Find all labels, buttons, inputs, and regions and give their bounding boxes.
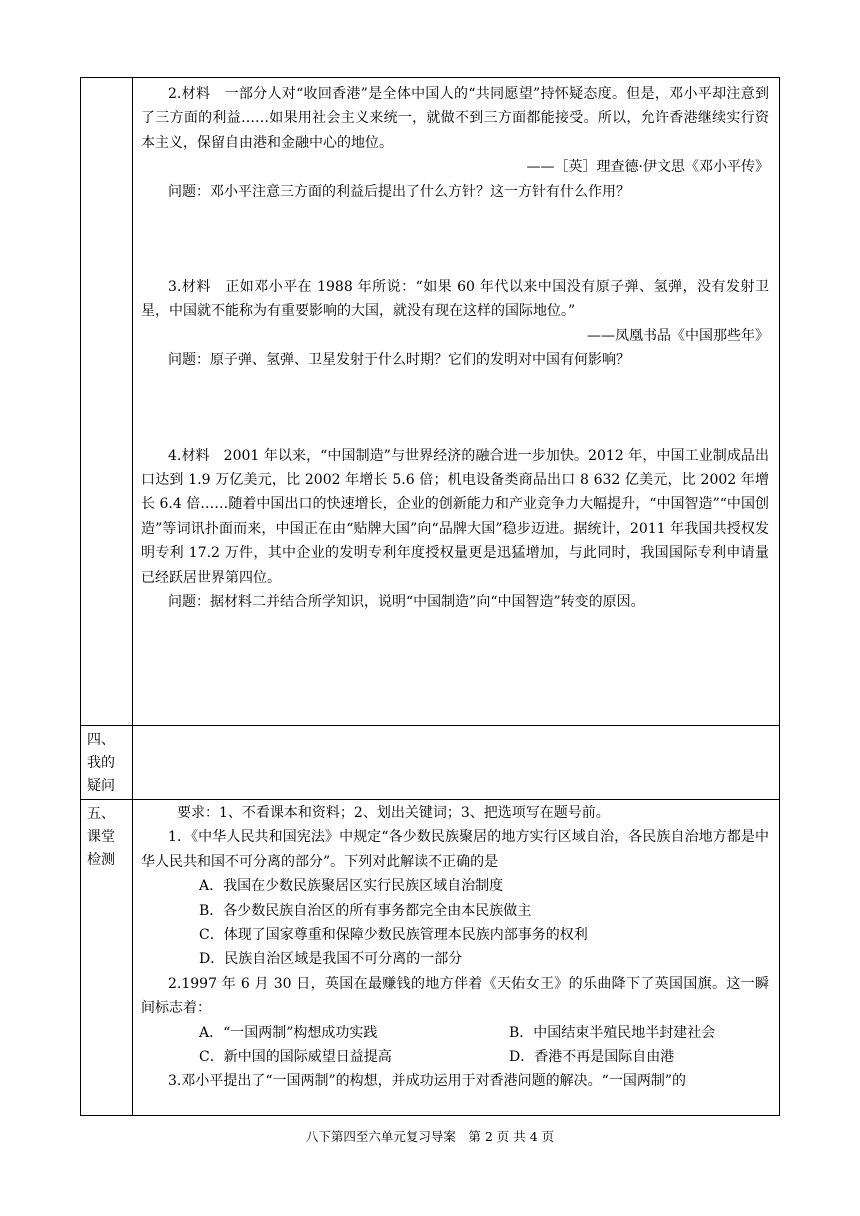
q2-question: 问题：邓小平注意三方面的利益后提出了什么方针？这一方针有什么作用？	[168, 183, 630, 200]
item2-option-d[interactable]: D．香港不再是国际自由港	[509, 1049, 675, 1066]
item1-option-b[interactable]: B．各少数民族自治区的所有事务都完全由本民族做主	[199, 902, 532, 919]
q3-question: 问题：原子弹、氢弹、卫星发射于什么时期？它们的发明对中国有何影响？	[168, 352, 630, 369]
item3-stem: 3.邓小平提出了“一国两制”的构想，并成功运用于对香港问题的解决。“一国两制”的	[168, 1073, 686, 1090]
section-4-label: 四、 我的 疑问	[81, 726, 133, 800]
class-test-cell	[133, 800, 780, 1116]
q4-material: 4.材料 2001 年以来，“中国制造”与世界经济的融合进一步加快。2012 年，中国工业制成品出口达到 1.9 万亿美元，比 2002 年增长 5.6 倍；机电设备类商品出口 8 632 亿美元，比 2002 年增长 6.4 倍……随着中国出口的快速增长，企业的创新能力和产业竞争力大幅提升，“中国智造”“中国创造”等词讯扑面而来，中国正在由“贴牌大国”向“品牌大国”稳步迈进。据统计，2011 年我国共授权发明专利 17.2 万件，其中企业的发明专利年度授权量更是迅猛增加，与此同时，我国国际专利申请量已经跃居世界第四位。	[141, 447, 769, 586]
q3-material: 3.材料 正如邓小平在 1988 年所说：“如果 60 年代以来中国没有原子弹、氢弹，没有发射卫星，中国就不能称为有重要影响的大国，就没有现在这样的国际地位。”	[141, 279, 769, 320]
materials-cell	[133, 78, 780, 726]
q4-question: 问题：据材料二并结合所学知识，说明“中国制造”向“中国智造”转变的原因。	[168, 594, 645, 611]
item1-option-a[interactable]: A．我国在少数民族聚居区实行民族区域自治制度	[199, 878, 504, 895]
item1-option-d[interactable]: D．民族自治区域是我国不可分离的一部分	[199, 951, 463, 968]
item2-option-a[interactable]: A．“一国两制”构想成功实践	[199, 1024, 378, 1041]
page-footer: 八下第四至六单元复习导案 第 2 页 共 4 页	[305, 1129, 555, 1144]
q3-source: ——凤凰书品《中国那些年》	[587, 327, 769, 344]
section-5-label: 五、 课堂 检测	[81, 800, 133, 1116]
worksheet-table	[80, 77, 780, 1116]
item2-option-c[interactable]: C．新中国的国际威望日益提高	[199, 1049, 392, 1066]
item1-stem: 1．《中华人民共和国宪法》中规定“各少数民族聚居的地方实行区域自治，各民族自治地方都是中华人民共和国不可分离的部分”。下列对此解读不正确的是	[141, 829, 769, 870]
item1-option-c[interactable]: C．体现了国家尊重和保障少数民族管理本民族内部事务的权利	[199, 927, 588, 944]
q2-material: 2.材料 一部分人对“收回香港”是全体中国人的“共同愿望”持怀疑态度。但是，邓小平却注意到了三方面的利益……如果用社会主义来统一，就做不到三方面都能接受。所以，允许香港继续实行资本主义，保留自由港和金融中心的地位。	[141, 86, 769, 151]
test-requirement: 要求：1、不看课本和资料；2、划出关键词；3、把选项写在题号前。	[177, 805, 610, 821]
item2-option-b[interactable]: B．中国结束半殖民地半封建社会	[509, 1024, 716, 1041]
item2-stem: 2.1997 年 6 月 30 日，英国在最赚钱的地方伴着《天佑女王》的乐曲降下了英国国旗。这一瞬间标志着：	[141, 975, 769, 1017]
section-label-cell-empty	[81, 78, 133, 726]
my-questions-cell[interactable]	[133, 726, 780, 800]
q2-source: ——［英］理查德·伊文思《邓小平传》	[526, 159, 769, 176]
